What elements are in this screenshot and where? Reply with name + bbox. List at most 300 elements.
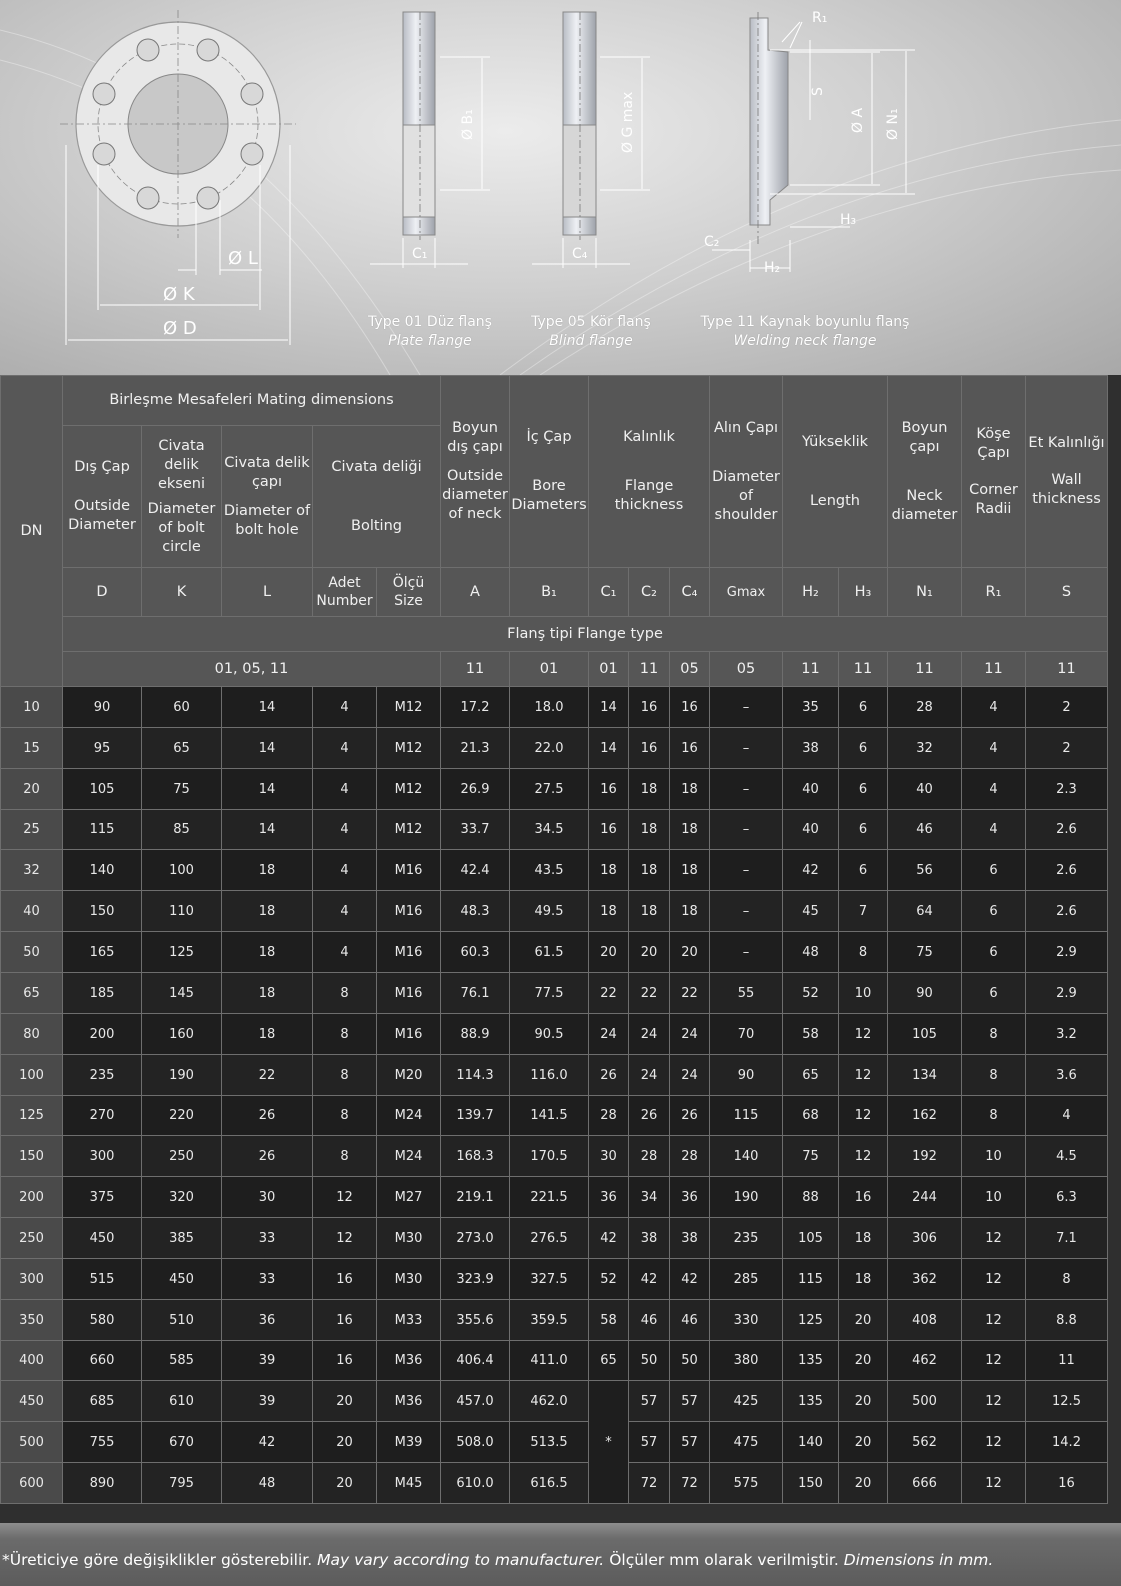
dn-cell: 300: [0, 1258, 63, 1300]
table-cell: 22: [221, 1054, 313, 1096]
table-cell: 8: [312, 1054, 377, 1096]
dim-c4-label: C₄: [572, 246, 588, 262]
table-cell: 34.5: [509, 809, 589, 850]
table-cell: M16: [376, 931, 441, 973]
dim-k-label: Ø K: [163, 284, 195, 305]
table-cell: 4.5: [1025, 1135, 1108, 1177]
table-cell: 276.5: [509, 1217, 589, 1259]
header-symbol-8: C₂: [628, 567, 670, 617]
table-cell: 306: [887, 1217, 962, 1259]
table-cell: 28: [887, 686, 962, 728]
table-cell: 20: [838, 1380, 888, 1422]
footer-note-en2: Dimensions in mm.: [843, 1551, 994, 1569]
table-cell: 12: [312, 1217, 377, 1259]
table-cell: 16: [669, 686, 710, 728]
table-cell: –: [709, 727, 783, 769]
table-cell: 10: [961, 1135, 1026, 1177]
table-cell: 105: [887, 1013, 962, 1055]
header-outside-diameter: [62, 425, 142, 568]
table-cell: 16: [1025, 1462, 1108, 1504]
table-cell: 12: [312, 1176, 377, 1218]
table-cell: 411.0: [509, 1340, 589, 1381]
header-outside-diameter-en: Outside Diameter: [68, 498, 136, 533]
table-cell: 24: [588, 1013, 629, 1055]
table-cell: 22: [588, 972, 629, 1014]
table-cell: 4: [961, 768, 1026, 810]
table-cell: 30: [588, 1135, 629, 1177]
dn-cell: 150: [0, 1135, 63, 1177]
table-cell: 8: [1025, 1258, 1108, 1300]
dim-h2-label: H₂: [764, 260, 781, 276]
table-cell: 14: [221, 809, 313, 850]
header-bolt-circle: [141, 425, 222, 568]
table-cell: 18: [628, 849, 670, 891]
table-cell: 28: [669, 1135, 710, 1177]
table-cell: 6: [961, 931, 1026, 973]
header-length-en: Length: [809, 492, 860, 509]
table-cell: 7.1: [1025, 1217, 1108, 1259]
table-cell: 18: [628, 890, 670, 932]
table-cell: 116.0: [509, 1054, 589, 1096]
table-cell: M24: [376, 1135, 441, 1177]
table-cell: 57: [628, 1421, 670, 1463]
table-cell: 8: [312, 972, 377, 1014]
table-cell: 508.0: [440, 1421, 510, 1463]
table-cell: 375: [62, 1176, 142, 1218]
table-cell: 57: [628, 1380, 670, 1422]
table-cell: 244: [887, 1176, 962, 1218]
dn-cell: 350: [0, 1299, 63, 1341]
table-cell: 580: [62, 1299, 142, 1341]
type05-caption: [521, 313, 661, 351]
table-cell: –: [709, 890, 783, 932]
header-symbol-0: D: [62, 567, 142, 617]
header-type-3: 01: [588, 651, 629, 687]
table-cell: 65: [782, 1054, 839, 1096]
table-cell: 57: [669, 1380, 710, 1422]
table-cell: 18: [669, 890, 710, 932]
table-cell: 20: [838, 1462, 888, 1504]
table-cell: 8: [838, 931, 888, 973]
table-cell: 6: [838, 768, 888, 810]
table-cell: 14: [221, 727, 313, 769]
table-cell: 38: [628, 1217, 670, 1259]
table-cell: 42.4: [440, 849, 510, 891]
dn-cell: 10: [0, 686, 63, 728]
table-cell: M45: [376, 1462, 441, 1504]
header-type-10: 11: [961, 651, 1026, 687]
table-cell: 327.5: [509, 1258, 589, 1300]
table-cell: 320: [141, 1176, 222, 1218]
table-cell: M30: [376, 1258, 441, 1300]
header-dn: DN: [0, 375, 63, 687]
table-cell: 85: [141, 809, 222, 850]
dn-cell: 200: [0, 1176, 63, 1218]
table-cell: 36: [221, 1299, 313, 1341]
table-cell: 40: [782, 768, 839, 810]
table-cell: 18: [838, 1258, 888, 1300]
table-cell: 170.5: [509, 1135, 589, 1177]
header-symbol-6: B₁: [509, 567, 589, 617]
table-cell: 90: [62, 686, 142, 728]
header-bore-tr: İç Çap: [526, 429, 572, 445]
table-cell: 35: [782, 686, 839, 728]
table-cell: 12.5: [1025, 1380, 1108, 1422]
table-cell: M39: [376, 1421, 441, 1463]
table-cell: 49.5: [509, 890, 589, 932]
table-cell: 16: [669, 727, 710, 769]
table-cell: 660: [62, 1340, 142, 1381]
table-cell: 4: [961, 686, 1026, 728]
table-cell: 18.0: [509, 686, 589, 728]
header-bolt-circle-en: Diameter of bolt circle: [147, 500, 216, 555]
table-cell: 16: [312, 1258, 377, 1300]
table-cell: 17.2: [440, 686, 510, 728]
dim-c1-label: C₁: [412, 246, 428, 262]
table-cell: 33: [221, 1258, 313, 1300]
table-cell: 75: [887, 931, 962, 973]
table-cell: 135: [782, 1380, 839, 1422]
table-cell: 168.3: [440, 1135, 510, 1177]
table-cell: 61.5: [509, 931, 589, 973]
table-cell: 12: [961, 1217, 1026, 1259]
dn-cell: 40: [0, 890, 63, 932]
header-bolting-en: Bolting: [351, 517, 402, 534]
header-type-2: 01: [509, 651, 589, 687]
table-cell: 12: [961, 1380, 1026, 1422]
dn-cell: 250: [0, 1217, 63, 1259]
table-cell: 20: [312, 1421, 377, 1463]
table-cell: 4: [312, 686, 377, 728]
table-cell: 18: [669, 768, 710, 810]
dim-r1-label: R₁: [812, 10, 828, 26]
header-symbol-11: H₂: [782, 567, 839, 617]
table-cell: 585: [141, 1340, 222, 1381]
table-cell: 58: [588, 1299, 629, 1341]
table-cell: 2.3: [1025, 768, 1108, 810]
table-cell: 457.0: [440, 1380, 510, 1422]
table-cell: 610.0: [440, 1462, 510, 1504]
dn-cell: 80: [0, 1013, 63, 1055]
header-bolt-hole: [221, 425, 313, 568]
header-type-0: 01, 05, 11: [62, 651, 441, 687]
table-cell: 42: [669, 1258, 710, 1300]
table-cell: 6: [838, 727, 888, 769]
table-cell: 2: [1025, 686, 1108, 728]
table-cell: 16: [588, 768, 629, 810]
header-symbol-10: Gmax: [709, 567, 783, 617]
header-type-1: 11: [440, 651, 510, 687]
table-cell: 6: [838, 686, 888, 728]
table-cell: 406.4: [440, 1340, 510, 1381]
table-cell: 64: [887, 890, 962, 932]
table-cell: 7: [838, 890, 888, 932]
table-cell: 330: [709, 1299, 783, 1341]
table-cell: M12: [376, 768, 441, 810]
table-cell: 4: [961, 809, 1026, 850]
dn-cell: 15: [0, 727, 63, 769]
table-cell: 190: [141, 1054, 222, 1096]
table-cell: 95: [62, 727, 142, 769]
table-cell: M36: [376, 1340, 441, 1381]
dim-l-label: Ø L: [228, 248, 258, 269]
footer-note-en1: May vary according to manufacturer.: [317, 1551, 605, 1569]
header-flange-thickness: [588, 375, 710, 568]
table-cell: 16: [312, 1340, 377, 1381]
footer-note-tr1: *Üreticiye göre değişiklikler gösterebilir.: [2, 1551, 313, 1569]
table-cell: 115: [782, 1258, 839, 1300]
table-cell: 140: [62, 849, 142, 891]
header-corner-radii: [961, 375, 1026, 568]
table-cell: 20: [312, 1380, 377, 1422]
dn-cell: 50: [0, 931, 63, 973]
table-cell: 355.6: [440, 1299, 510, 1341]
table-cell: 46: [628, 1299, 670, 1341]
table-cell: 36: [669, 1176, 710, 1218]
table-cell: 39: [221, 1380, 313, 1422]
dn-cell: 600: [0, 1462, 63, 1504]
header-symbol-14: R₁: [961, 567, 1026, 617]
table-cell: 795: [141, 1462, 222, 1504]
table-cell: 362: [887, 1258, 962, 1300]
table-cell: 359.5: [509, 1299, 589, 1341]
blind-flange-side-view: [532, 12, 650, 268]
welding-neck-flange-side-view: [704, 10, 915, 276]
table-cell: M16: [376, 972, 441, 1014]
table-cell: 2.6: [1025, 809, 1108, 850]
table-cell: 200: [62, 1013, 142, 1055]
table-cell: 100: [141, 849, 222, 891]
header-flange-thickness-tr: Kalınlık: [623, 429, 675, 445]
table-cell: 2: [1025, 727, 1108, 769]
table-cell: 18: [221, 1013, 313, 1055]
header-type-4: 11: [628, 651, 670, 687]
header-shoulder: [709, 375, 783, 568]
header-wall-thickness-tr: Et Kalınlığı: [1028, 435, 1105, 451]
table-cell: 52: [782, 972, 839, 1014]
header-outside-diameter-tr: Dış Çap: [74, 459, 130, 475]
dim-c2-label: C₂: [704, 234, 720, 250]
table-cell: 48: [782, 931, 839, 973]
table-cell: 385: [141, 1217, 222, 1259]
table-cell: M12: [376, 686, 441, 728]
flange-front-view: [60, 10, 296, 345]
type01-en: Plate flange: [388, 333, 472, 349]
table-cell: 141.5: [509, 1095, 589, 1136]
table-cell: 90: [709, 1054, 783, 1096]
table-cell: 670: [141, 1421, 222, 1463]
table-cell: 4: [312, 890, 377, 932]
table-cell: 685: [62, 1380, 142, 1422]
table-cell: 408: [887, 1299, 962, 1341]
table-cell: 28: [588, 1095, 629, 1136]
table-cell: 57: [669, 1421, 710, 1463]
table-cell: 6: [838, 809, 888, 850]
table-cell: M27: [376, 1176, 441, 1218]
table-cell: 46: [669, 1299, 710, 1341]
table-cell: 114.3: [440, 1054, 510, 1096]
table-cell: –: [709, 809, 783, 850]
table-cell: 90.5: [509, 1013, 589, 1055]
table-cell: 219.1: [440, 1176, 510, 1218]
table-cell: –: [709, 931, 783, 973]
type11-en: Welding neck flange: [733, 333, 877, 349]
dn-cell: 125: [0, 1095, 63, 1136]
table-cell: 72: [669, 1462, 710, 1504]
header-flange-thickness-en: Flange thickness: [614, 478, 684, 513]
header-flange-type: Flanş tipi Flange type: [62, 616, 1108, 652]
table-cell: 58: [782, 1013, 839, 1055]
table-cell: 192: [887, 1135, 962, 1177]
table-cell: 185: [62, 972, 142, 1014]
table-cell: 755: [62, 1421, 142, 1463]
table-cell: M30: [376, 1217, 441, 1259]
header-symbol-15: S: [1025, 567, 1108, 617]
table-cell: 462.0: [509, 1380, 589, 1422]
table-cell: 26: [221, 1135, 313, 1177]
header-symbol-13: N₁: [887, 567, 962, 617]
table-cell: 134: [887, 1054, 962, 1096]
dn-cell: 65: [0, 972, 63, 1014]
table-cell: 2.6: [1025, 849, 1108, 891]
table-cell: 4: [312, 768, 377, 810]
table-cell: 20: [838, 1340, 888, 1381]
header-neck-diameter: [887, 375, 962, 568]
table-cell: 462: [887, 1340, 962, 1381]
header-mating: Birleşme Mesafeleri Mating dimensions: [62, 375, 441, 426]
table-cell: 425: [709, 1380, 783, 1422]
table-cell: 26: [221, 1095, 313, 1136]
type01-tr: Type 01 Düz flanş: [368, 314, 492, 330]
table-cell: 11: [1025, 1340, 1108, 1381]
table-cell: 4: [312, 727, 377, 769]
table-cell: 65: [588, 1340, 629, 1381]
header-wall-thickness-en: Wall thickness: [1032, 472, 1101, 507]
table-cell: 3.6: [1025, 1054, 1108, 1096]
table-cell: 300: [62, 1135, 142, 1177]
table-cell: 12: [961, 1258, 1026, 1300]
header-type-8: 11: [838, 651, 888, 687]
c1-merged-note: *: [588, 1380, 629, 1504]
table-cell: 56: [887, 849, 962, 891]
table-cell: 16: [312, 1299, 377, 1341]
table-cell: 4: [1025, 1095, 1108, 1136]
table-cell: 70: [709, 1013, 783, 1055]
header-neck-diameter-en: Neck diameter: [891, 487, 958, 523]
table-cell: 666: [887, 1462, 962, 1504]
table-cell: –: [709, 686, 783, 728]
header-symbol-2: L: [221, 567, 313, 617]
dim-b1-label: Ø B₁: [460, 109, 476, 140]
table-cell: 42: [588, 1217, 629, 1259]
table-cell: 16: [838, 1176, 888, 1218]
header-corner-radii-tr: Köşe Çapı: [976, 425, 1011, 461]
table-cell: 616.5: [509, 1462, 589, 1504]
table-cell: 235: [62, 1054, 142, 1096]
dim-n1-label: Ø N₁: [885, 108, 901, 140]
table-cell: 42: [221, 1421, 313, 1463]
table-cell: 115: [709, 1095, 783, 1136]
dim-a-label: Ø A: [850, 107, 866, 133]
table-cell: M12: [376, 809, 441, 850]
header-type-7: 11: [782, 651, 839, 687]
table-cell: M12: [376, 727, 441, 769]
table-cell: 160: [141, 1013, 222, 1055]
table-cell: 890: [62, 1462, 142, 1504]
table-cell: 500: [887, 1380, 962, 1422]
table-cell: 90: [887, 972, 962, 1014]
header-bore-en: Bore Diameters: [511, 478, 587, 513]
type11-caption: [690, 313, 920, 351]
header-shoulder-en: Diameter of shoulder: [712, 468, 780, 523]
table-cell: 162: [887, 1095, 962, 1136]
table-cell: 26.9: [440, 768, 510, 810]
type11-tr: Type 11 Kaynak boyunlu flanş: [700, 314, 910, 330]
type01-caption: [360, 313, 500, 351]
header-neck-diameter-tr: Boyun çapı: [901, 419, 948, 455]
header-bolt-hole-en: Diameter of bolt hole: [223, 502, 311, 538]
table-cell: 220: [141, 1095, 222, 1136]
table-cell: 10: [961, 1176, 1026, 1218]
table-cell: 18: [221, 890, 313, 932]
table-cell: 190: [709, 1176, 783, 1218]
table-cell: M24: [376, 1095, 441, 1136]
dim-d-label: Ø D: [163, 318, 197, 339]
table-cell: M33: [376, 1299, 441, 1341]
table-cell: 150: [782, 1462, 839, 1504]
table-cell: 510: [141, 1299, 222, 1341]
table-cell: 20: [838, 1299, 888, 1341]
table-cell: 60: [141, 686, 222, 728]
dim-s-label: S: [810, 87, 826, 96]
table-cell: 20: [838, 1421, 888, 1463]
table-cell: 10: [838, 972, 888, 1014]
table-cell: 8: [312, 1095, 377, 1136]
table-cell: 18: [588, 849, 629, 891]
table-cell: 14: [588, 727, 629, 769]
table-cell: 8: [961, 1013, 1026, 1055]
header-symbol-3: Adet Number: [312, 567, 377, 617]
table-cell: 8: [961, 1054, 1026, 1096]
table-cell: 4: [312, 931, 377, 973]
table-cell: M16: [376, 890, 441, 932]
table-cell: 475: [709, 1421, 783, 1463]
table-cell: 12: [961, 1340, 1026, 1381]
table-cell: 14: [588, 686, 629, 728]
table-cell: 235: [709, 1217, 783, 1259]
table-cell: 22.0: [509, 727, 589, 769]
table-cell: 145: [141, 972, 222, 1014]
table-cell: 2.6: [1025, 890, 1108, 932]
table-cell: 18: [669, 809, 710, 850]
header-length-tr: Yükseklik: [801, 433, 869, 450]
header-type-11: 11: [1025, 651, 1108, 687]
table-cell: 18: [221, 849, 313, 891]
table-cell: 12: [961, 1462, 1026, 1504]
dn-cell: 32: [0, 849, 63, 891]
table-cell: 24: [669, 1054, 710, 1096]
table-cell: 65: [141, 727, 222, 769]
table-cell: 4: [312, 809, 377, 850]
table-cell: 28: [628, 1135, 670, 1177]
table-cell: 6.3: [1025, 1176, 1108, 1218]
table-cell: 55: [709, 972, 783, 1014]
table-cell: 8: [961, 1095, 1026, 1136]
header-corner-radii-en: Corner Radii: [969, 481, 1018, 517]
header-neck-outside-en: Outside diameter of neck: [442, 468, 508, 522]
table-cell: 105: [782, 1217, 839, 1259]
table-cell: 270: [62, 1095, 142, 1136]
